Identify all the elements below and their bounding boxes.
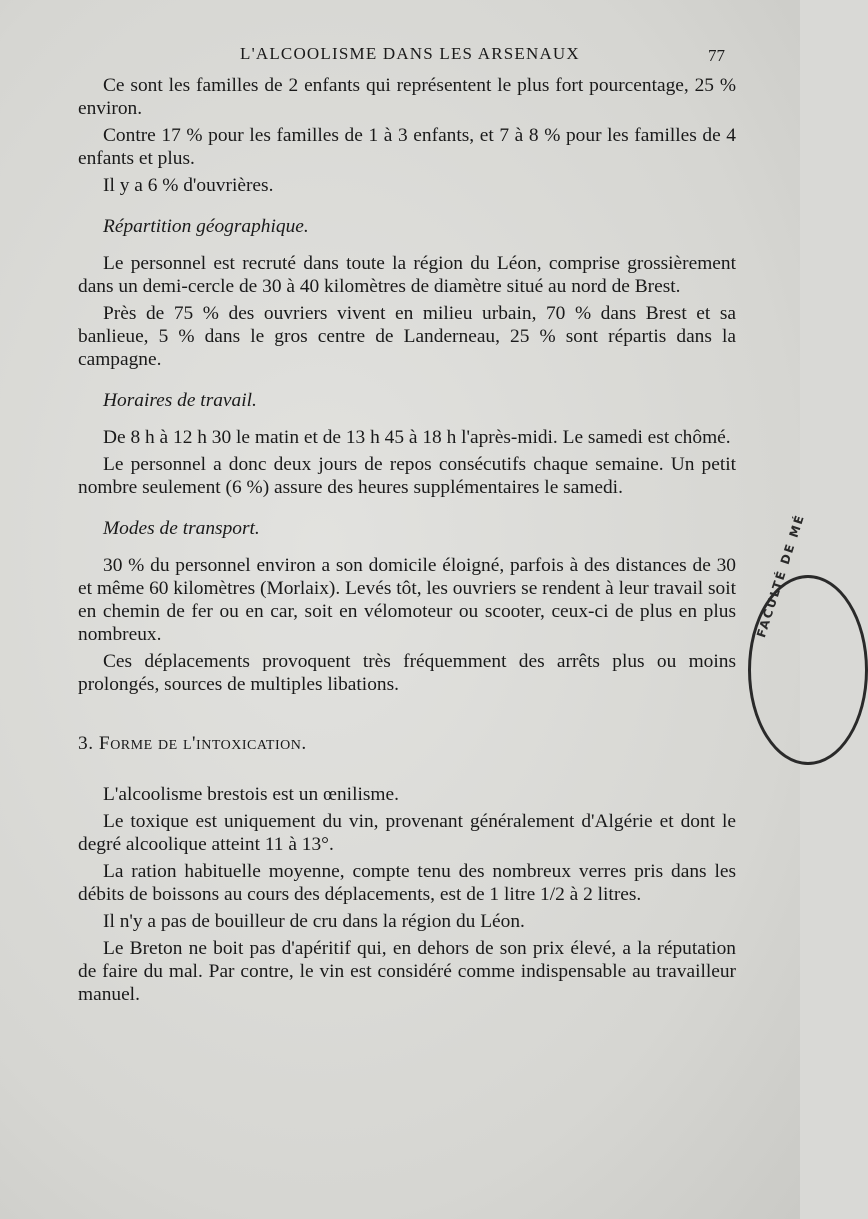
section-heading-geographic: Répartition géographique. xyxy=(103,216,309,237)
paragraph: Ces déplacements provoquent très fréquemment des arrêts plus ou moins prolongés, sources de multiples libations. xyxy=(78,651,736,695)
paragraph: Il y a 6 % d'ouvrières. xyxy=(103,175,274,196)
paragraph: L'alcoolisme brestois est un œnilisme. xyxy=(103,784,399,805)
paragraph: Il n'y a pas de bouilleur de cru dans la région du Léon. xyxy=(103,911,525,932)
chapter-title: Forme de l'intoxication. xyxy=(98,733,307,754)
paragraph: Le toxique est uniquement du vin, provenant généralement d'Algérie et dont le degré alcoolique atteint 11 à 13°. xyxy=(78,811,736,855)
stamp-text: FACULTÉ DE MÉ xyxy=(754,511,808,640)
page-number: 77 xyxy=(708,46,725,65)
paragraph: Le personnel est recruté dans toute la région du Léon, comprise grossièrement dans un demi-cercle de 30 à 40 kilomètres de diamètre situé au nord de Brest. xyxy=(78,253,736,297)
paragraph: Le personnel a donc deux jours de repos consécutifs chaque semaine. Un petit nombre seulement (6 %) assure des heures supplémentaires le samedi. xyxy=(78,454,736,498)
page-body xyxy=(78,74,736,1006)
paragraph: 30 % du personnel environ a son domicile éloigné, parfois à des distances de 30 et même 60 kilomètres (Morlaix). Levés tôt, les ouvriers se rendent à leur travail soit en chemin de fer ou en car, soit en vélomoteur ou scooter, ceux-ci de plus en plus nombreux. xyxy=(78,555,737,645)
library-stamp xyxy=(748,511,808,765)
chapter-heading xyxy=(78,732,736,755)
page-header xyxy=(0,44,800,68)
paragraph: Ce sont les familles de 2 enfants qui représentent le plus fort pourcentage, 25 % environ. xyxy=(78,75,736,119)
running-title: L'ALCOOLISME DANS LES ARSENAUX xyxy=(240,44,580,63)
paragraph: De 8 h à 12 h 30 le matin et de 13 h 45 à 18 h l'après-midi. Le samedi est chômé. xyxy=(103,427,731,448)
section-heading-hours: Horaires de travail. xyxy=(103,390,257,411)
section-heading-transport: Modes de transport. xyxy=(103,518,260,539)
paragraph: Le Breton ne boit pas d'apéritif qui, en dehors de son prix élevé, a la réputation de faire du mal. Par contre, le vin est considéré comme indispensable au travailleur manuel. xyxy=(78,938,736,1005)
paragraph: Près de 75 % des ouvriers vivent en milieu urbain, 70 % dans Brest et sa banlieue, 5 % dans le gros centre de Landerneau, 25 % sont répartis dans la campagne. xyxy=(78,303,736,370)
chapter-number: 3. xyxy=(78,733,94,754)
paragraph: La ration habituelle moyenne, compte tenu des nombreux verres pris dans les débits de boissons au cours des déplacements, est de 1 litre 1/2 à 2 litres. xyxy=(78,861,736,905)
paragraph: Contre 17 % pour les familles de 1 à 3 enfants, et 7 à 8 % pour les familles de 4 enfants et plus. xyxy=(78,125,736,169)
